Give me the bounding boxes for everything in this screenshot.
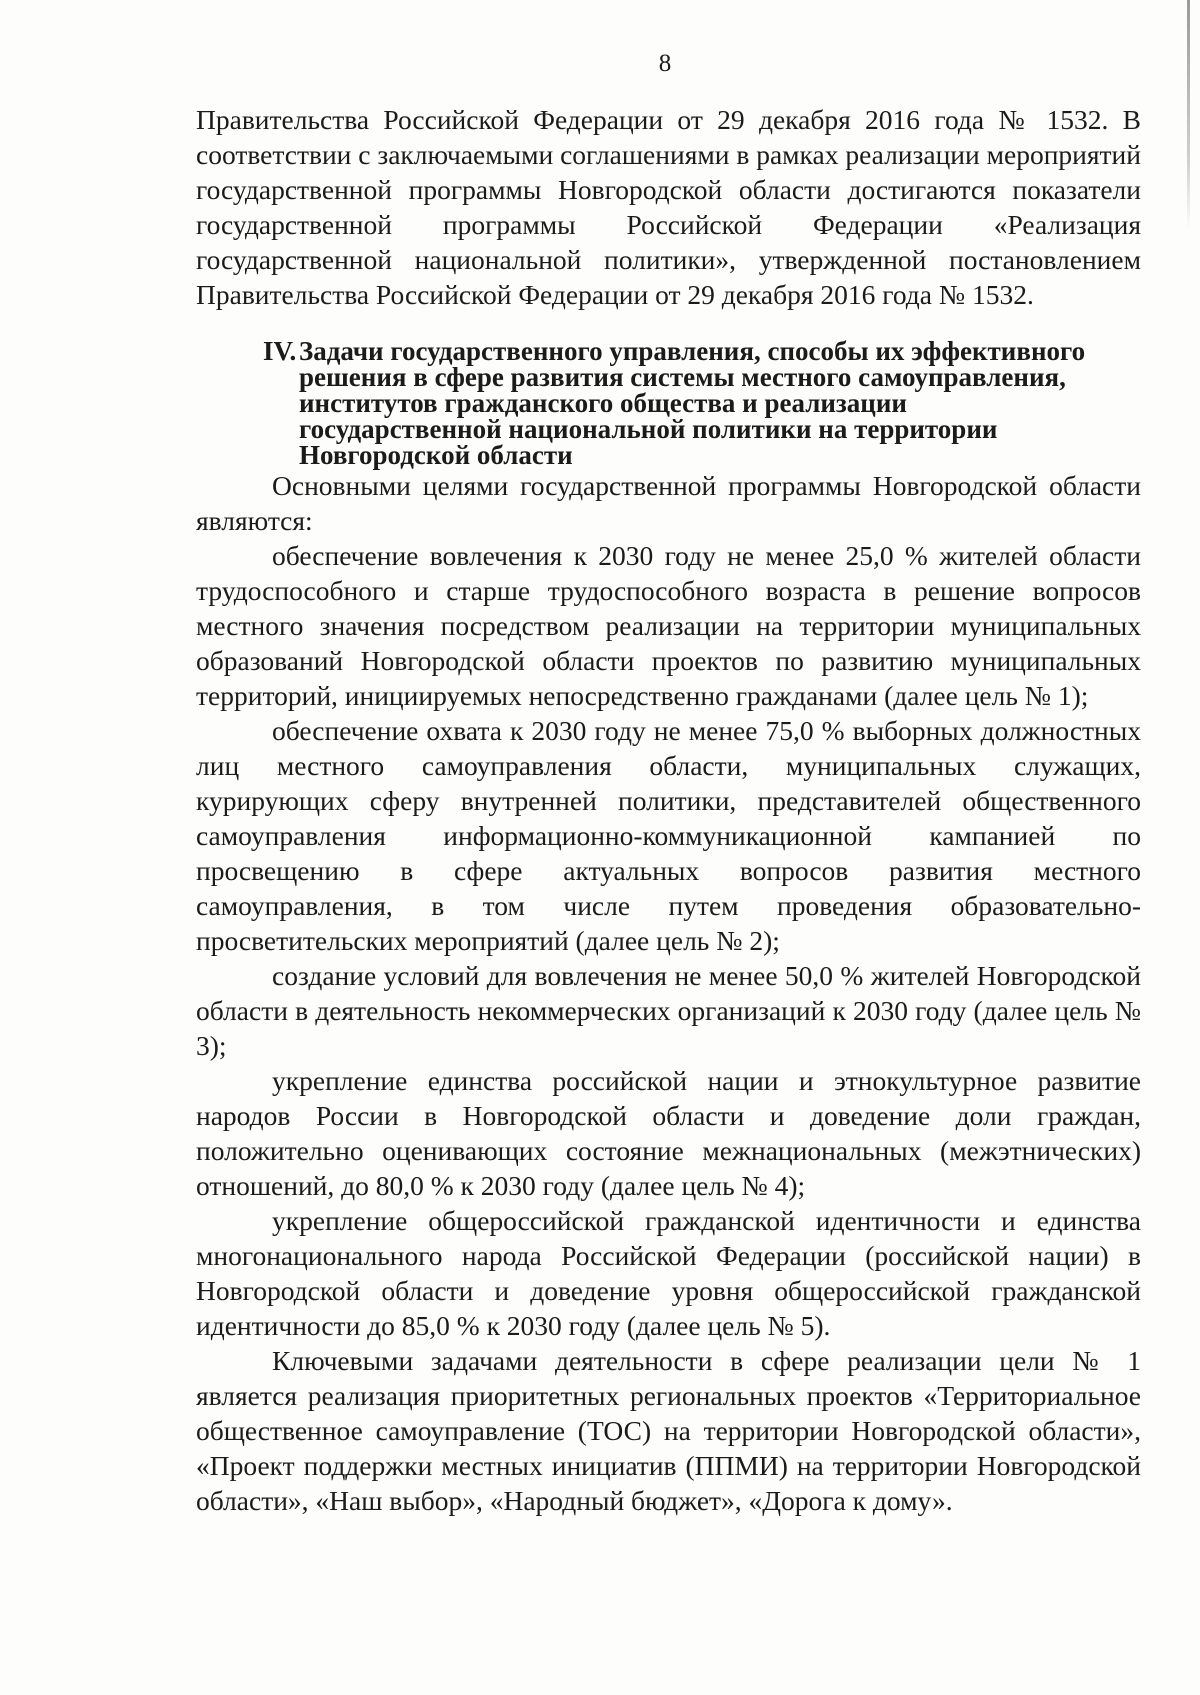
document-body bbox=[196, 102, 1141, 1518]
section-number: IV. bbox=[263, 336, 297, 366]
section-title: Задачи государственного управления, способы их эффективного решения в сфере развития системы местного самоуправления, институтов гражданского общества и реализации государственной национальной политики на территории Новгородской области bbox=[299, 336, 1086, 470]
intro-paragraph: Правительства Российской Федерации от 29 декабря 2016 года № 1532. В соответствии с заключаемыми соглашениями в рамках реализации мероприятий государственной программы Новгородской области достигаются показатели государственной программы Российской Федерации «Реализация государственной национальной политики», утвержденной постановлением Правительства Российской Федерации от 29 декабря 2016 года № 1532. bbox=[196, 104, 1141, 310]
section-heading bbox=[196, 338, 1141, 468]
paragraph-goal-2: обеспечение охвата к 2030 году не менее 75,0 % выборных должностных лиц местного самоуправления области, муниципальных служащих, курирующих сферу внутренней политики, представителей общественного самоуправления информационно-коммуникационной кампанией по просвещению в сфере актуальных вопросов развития местного самоуправления, в том числе путем проведения образовательно-просветительских мероприятий (далее цель № 2); bbox=[196, 715, 1141, 956]
paragraph-key-tasks: Ключевыми задачами деятельности в сфере реализации цели № 1 является реализация приоритетных региональных проектов «Территориальное общественное самоуправление (ТОС) на территории Новгородской области», «Проект поддержки местных инициатив (ППМИ) на территории Новгородской области», «Наш выбор», «Народный бюджет», «Дорога к дому». bbox=[196, 1345, 1141, 1516]
paragraph-goal-4: укрепление единства российской нации и этнокультурное развитие народов России в Новгородской области и доведение доли граждан, положительно оценивающих состояние межнациональных (межэтнических) отношений, до 80,0 % к 2030 году (далее цель № 4); bbox=[196, 1065, 1141, 1201]
scan-edge-shadow bbox=[1187, 0, 1190, 230]
page-number: 8 bbox=[658, 50, 672, 77]
paragraph-goal-5: укрепление общероссийской гражданской идентичности и единства многонационального народа Российской Федерации (российской нации) в Новгородской области и доведение уровня общероссийской гражданской идентичности до 85,0 % к 2030 году (далее цель № 5). bbox=[196, 1205, 1141, 1341]
paragraph-goals-intro: Основными целями государственной программы Новгородской области являются: bbox=[196, 470, 1141, 536]
paragraph-goal-1: обеспечение вовлечения к 2030 году не менее 25,0 % жителей области трудоспособного и старше трудоспособного возраста в решение вопросов местного значения посредством реализации на территории муниципальных образований Новгородской области проектов по развитию муниципальных территорий, инициируемых непосредственно гражданами (далее цель № 1); bbox=[196, 540, 1141, 711]
paragraph-goal-3: создание условий для вовлечения не менее 50,0 % жителей Новгородской области в деятельность некоммерческих организаций к 2030 году (далее цель № 3); bbox=[196, 960, 1141, 1061]
